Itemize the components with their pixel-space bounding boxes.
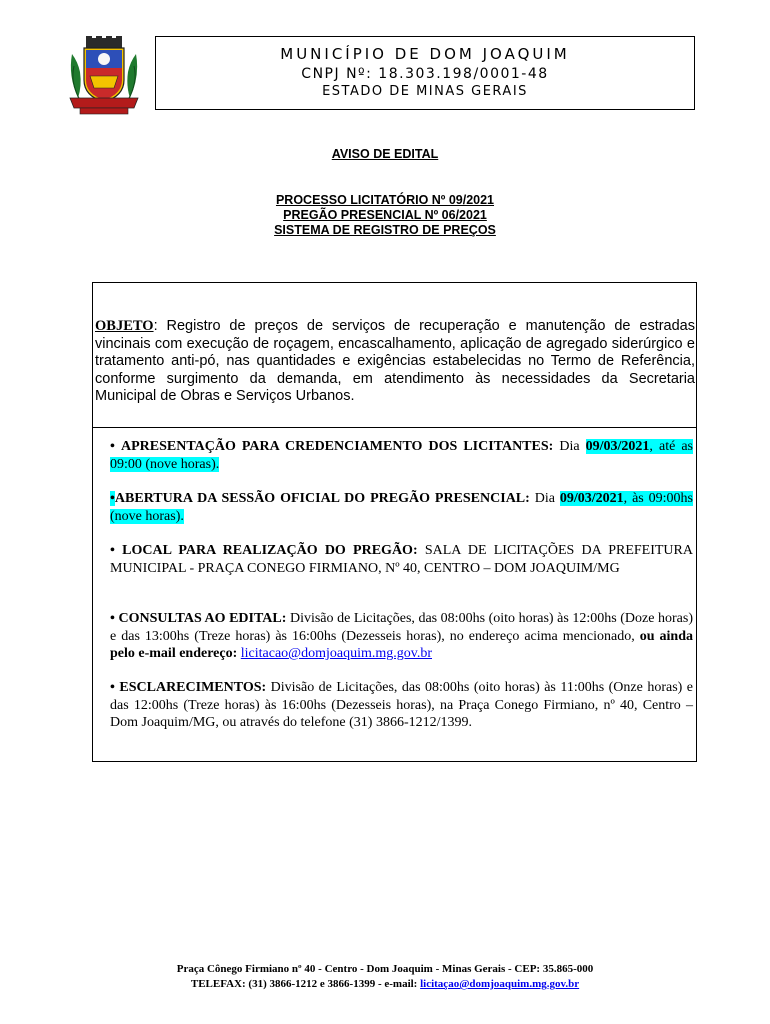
esclarecimentos-text: Divisão de Licitações, das 08:00hs (oito horas) às 11:00hs (Onze horas) e das 12:00hs (Treze horas) às 16:00hs (Dezesseis horas), na Praça Conego Firmiano, nº 40, Centro – Dom Joaquim/MG, ou através do telefone (31) 3866-1212/1399.: [110, 680, 693, 730]
apresentacao-date: 09/03/2021: [585, 439, 650, 454]
item-esclarecimentos: [110, 679, 693, 732]
local-label: LOCAL PARA REALIZAÇÃO DO PREGÃO:: [122, 543, 418, 558]
footer-telefax: TELEFAX: (31) 3866-1212 e 3866-1399 - e-mail:: [190, 978, 421, 990]
consultas-label: CONSULTAS AO EDITAL:: [118, 611, 287, 626]
abertura-prefix: Dia: [529, 491, 560, 506]
cnpj-number: CNPJ Nº: 18.303.198/0001-48: [301, 66, 549, 82]
notice-title-block: [0, 147, 770, 162]
footer-address: Praça Cônego Firmiano nº 40 - Centro - Dom Joaquim - Minas Gerais - CEP: 35.865-000: [176, 963, 594, 975]
footer-email-link[interactable]: licitaçao@domjoaquim.mg.gov.br: [420, 978, 580, 990]
local-text: SALA DE LICITAÇÕES DA PREFEITURA MUNICIPAL - PRAÇA CONEGO FIRMIANO, Nº 40, CENTRO – DOM JOAQUIM/MG: [110, 543, 693, 576]
abertura-label: ABERTURA DA SESSÃO OFICIAL DO PREGÃO PRESENCIAL:: [114, 491, 530, 506]
item-abertura: [110, 490, 693, 525]
abertura-time: , às 09:00hs (nove horas).: [110, 491, 693, 524]
bullet: •: [110, 611, 115, 626]
bullet: •: [110, 439, 115, 454]
object-text: : Registro de preços de serviços de recuperação e manutenção de estradas vincinais com execução de roçagem, encascalhamento, aplicação de agregado siderúrgico e tratamento anti-pó, nas quantidades e exigências estabelecidas no Termo de Referência, conforme surgimento da demanda, em atendimento às necessidades da Secretaria Municipal de Obras e Serviços Urbanos.: [95, 318, 695, 404]
item-local: [110, 542, 693, 577]
esclarecimentos-label: ESCLARECIMENTOS:: [119, 680, 267, 695]
object-label: OBJETO: [95, 318, 154, 334]
abertura-date: 09/03/2021: [559, 491, 624, 506]
notice-title: AVISO DE EDITAL: [331, 147, 439, 161]
apresentacao-label: APRESENTAÇÃO PARA CREDENCIAMENTO DOS LICITANTES:: [120, 439, 554, 454]
state-name: ESTADO DE MINAS GERAIS: [322, 84, 528, 99]
municipality-name: MUNICÍPIO DE DOM JOAQUIM: [280, 45, 570, 63]
footer: [0, 962, 770, 992]
municipal-coat-of-arms: [66, 36, 142, 116]
apresentacao-prefix: Dia: [553, 439, 586, 454]
process-heading-block: [0, 193, 770, 238]
bullet: •: [110, 680, 115, 695]
consultas-email-label: ou ainda pelo e-mail endereço:: [110, 628, 694, 661]
apresentacao-time: , até as 09:00 (nove horas).: [110, 439, 694, 472]
auction-number: PREGÃO PRESENCIAL Nº 06/2021: [283, 208, 487, 222]
item-consultas: [110, 610, 693, 663]
bullet: •: [110, 543, 115, 558]
consultas-text: Divisão de Licitações, das 08:00hs (oito horas) às 12:00hs (Doze horas) e das 13:00hs (Treze horas) às 16:00hs (Dezesseis horas), no endereço acima mencionado,: [110, 611, 694, 644]
process-number: PROCESSO LICITATÓRIO Nº 09/2021: [275, 193, 495, 207]
item-apresentacao: [110, 438, 693, 473]
footer-contact: [0, 977, 770, 992]
letterhead-box: [155, 36, 695, 110]
price-registry-system: SISTEMA DE REGISTRO DE PREÇOS: [274, 223, 496, 237]
bullet: •: [110, 491, 115, 506]
consultas-email-link[interactable]: licitacao@domjoaquim.mg.gov.br: [240, 646, 432, 661]
object-description: [95, 318, 695, 406]
